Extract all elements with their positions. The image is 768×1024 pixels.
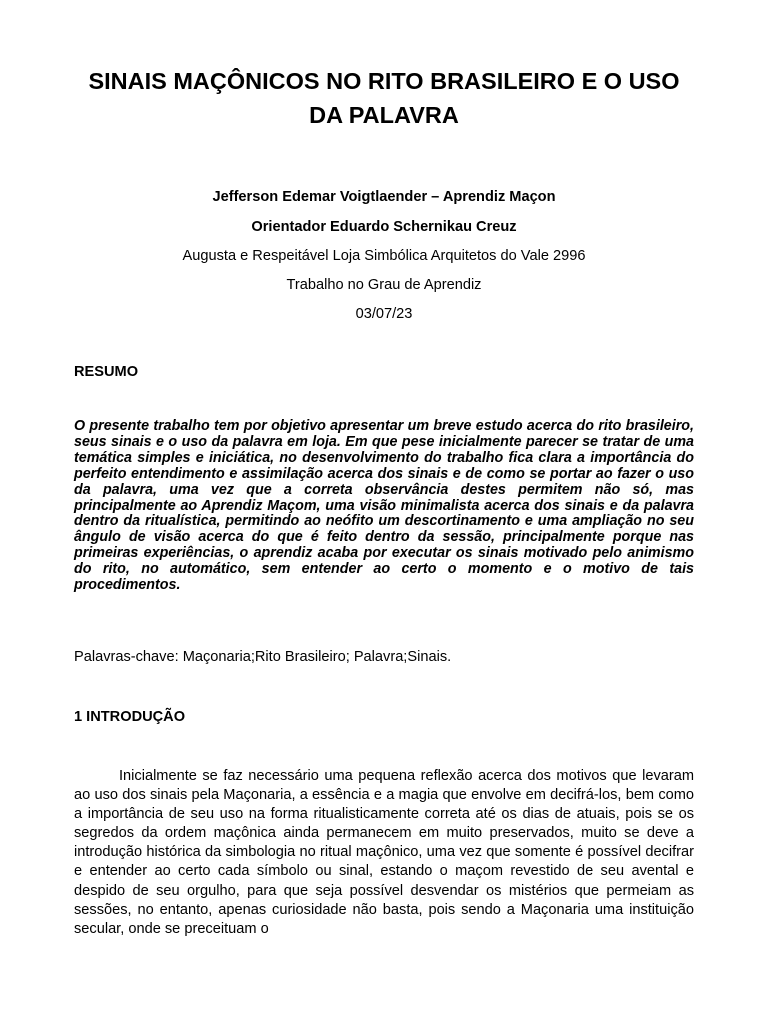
abstract-text: O presente trabalho tem por objetivo apresentar um breve estudo acerca do rito brasileiro, seus sinais e o uso da palavra em loja. Em que pese inicialmente parecer se tratar de uma temática simples e iniciática, no desenvolvimento do trabalho fica clara a importância do perfeito entendimento e assimilação acerca dos sinais e de como se portar ao fazer o uso da palavra, uma vez que a correta observância destes permitem não só, mas principalmente ao Aprendiz Maçom, uma visão minimalista acerca dos sinais e da palavra dentro da ritualística, permitindo ao neófito um descortinamento e uma ampliação no seu ângulo de visão acerca do que é feito dentro da sessão, principalmente porque nas primeiras experiências, o aprendiz acaba por executar os sinais motivado pelo animismo do rito, no automático, sem entender ao certo o momento e o motivo de tais procedimentos.: [74, 418, 694, 594]
degree-line: Trabalho no Grau de Aprendiz: [286, 277, 482, 293]
abstract-heading: RESUMO: [74, 364, 139, 380]
date-line: 03/07/23: [355, 306, 413, 322]
introduction-heading: 1 INTRODUÇÃO: [74, 709, 186, 725]
keywords-line: Palavras-chave: Maçonaria;Rito Brasileiro; Palavra;Sinais.: [74, 649, 452, 665]
lodge-line: Augusta e Respeitável Loja Simbólica Arquitetos do Vale 2996: [182, 248, 586, 264]
document-title: SINAIS MAÇÔNICOS NO RITO BRASILEIRO E O USO DA PALAVRA: [88, 68, 680, 128]
advisor-line: Orientador Eduardo Schernikau Creuz: [251, 219, 517, 235]
author-line: Jefferson Edemar Voigtlaender – Aprendiz Maçon: [212, 189, 556, 205]
introduction-paragraph: Inicialmente se faz necessário uma pequena reflexão acerca dos motivos que levaram ao uso dos sinais pela Maçonaria, a essência e a magia que envolve em decifrá-los, bem como a importância de seu uso na forma ritualisticamente correta até os dias de atuais, pois se os segredos da ordem maçônica ainda permanecem em muito preservados, muito se deve a introdução histórica da simbologia no ritual maçônico, uma vez que somente é possível decifrar e entender ao certo cada símbolo ou sinal, estando o maçom revestido de seu avental e despido de seu orgulho, para que seja possível desvendar os mistérios que permeiam as sessões, no entanto, apenas curiosidade não basta, pois sendo a Maçonaria uma instituição secular, onde se preceituam o: [74, 768, 694, 937]
